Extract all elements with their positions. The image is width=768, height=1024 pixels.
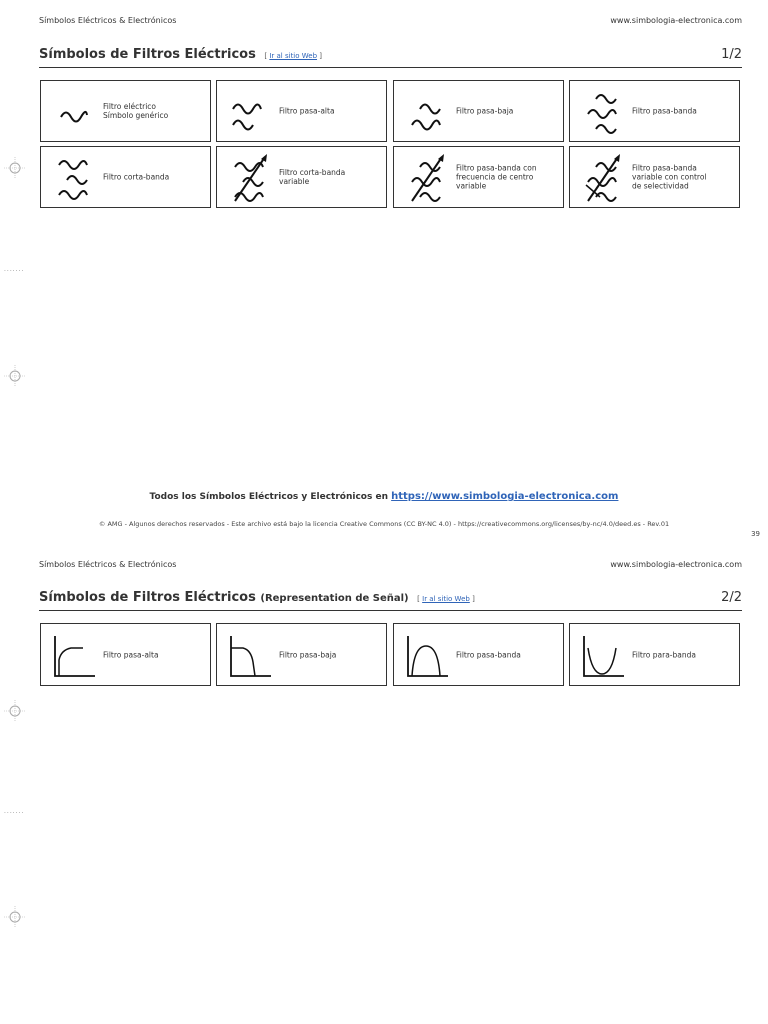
registration-mark-icon xyxy=(4,700,26,722)
page1-header-left: Símbolos Eléctricos & Electrónicos xyxy=(39,16,177,25)
registration-mark-icon xyxy=(4,365,26,387)
page1-title-row xyxy=(39,47,742,68)
response-label: Filtro pasa-baja xyxy=(279,650,337,659)
symbol-cell xyxy=(569,146,740,208)
page2-title-text: Símbolos de Filtros Eléctricos xyxy=(39,590,256,605)
symbol-label: Filtro pasa-banda con frecuencia de centro variable xyxy=(456,163,537,191)
page2-subtitle: (Representation de Señal) xyxy=(260,593,409,604)
page1-title-text: Símbolos de Filtros Eléctricos xyxy=(39,47,256,62)
page2-pager: 2/2 xyxy=(721,590,742,605)
response-cell xyxy=(569,623,740,686)
symbol-label: Filtro pasa-banda xyxy=(632,106,697,116)
response-label: Filtro para-banda xyxy=(632,650,696,659)
footer-text: Todos los Símbolos Eléctricos y Electrónicos en xyxy=(149,492,388,502)
generic-filter-icon xyxy=(49,87,99,137)
page2-website-link[interactable]: Ir al sitio Web xyxy=(422,595,470,603)
page2-link-close: ] xyxy=(472,595,475,603)
response-label: Filtro pasa-banda xyxy=(456,650,521,659)
symbol-cell xyxy=(393,146,564,208)
page1-website-link-wrap xyxy=(264,52,322,60)
page1-footer xyxy=(0,491,768,502)
high-pass-filter-icon xyxy=(225,87,275,137)
page1-title xyxy=(39,47,322,62)
symbol-label: Filtro pasa-banda variable con control de selectividad xyxy=(632,163,707,191)
variable-band-stop-filter-icon xyxy=(225,153,275,203)
low-pass-response-icon xyxy=(225,630,275,680)
license-text: © AMG - Algunos derechos reservados - Este archivo está bajo la licencia Creative Commons (CC BY-NC 4.0) - https://creativecommons.org/licenses/by-nc/4.0/deed.es - Rev.01 xyxy=(98,520,670,528)
symbol-label: Filtro corta-banda xyxy=(103,172,170,182)
footer-website-link[interactable]: https://www.simbologia-electronica.com xyxy=(391,491,619,502)
band-pass-response-icon xyxy=(402,630,452,680)
symbol-label: Filtro pasa-baja xyxy=(456,106,514,116)
variable-center-band-pass-filter-icon xyxy=(402,153,452,203)
page2-header-left: Símbolos Eléctricos & Electrónicos xyxy=(39,560,177,569)
fold-dots-icon: ....... xyxy=(4,266,25,273)
registration-mark-icon xyxy=(4,906,26,928)
page2-link-open: [ xyxy=(417,595,420,603)
symbol-cell xyxy=(40,146,211,208)
band-stop-filter-icon xyxy=(49,153,99,203)
page1-website-link[interactable]: Ir al sitio Web xyxy=(269,52,318,60)
page1-header-right: www.simbologia-electronica.com xyxy=(610,16,742,25)
symbol-cell xyxy=(216,146,387,208)
page1-link-close: ] xyxy=(319,52,322,60)
symbol-cell xyxy=(569,80,740,142)
high-pass-response-icon xyxy=(49,630,99,680)
symbol-label: Filtro eléctrico Símbolo genérico xyxy=(103,102,169,120)
page-number: 39 xyxy=(751,530,760,538)
symbol-cell xyxy=(40,80,211,142)
page1-link-open: [ xyxy=(264,52,268,60)
page2-website-link-wrap xyxy=(417,595,475,603)
page1-pager: 1/2 xyxy=(721,47,742,62)
registration-mark-icon xyxy=(4,157,26,179)
symbol-cell xyxy=(393,80,564,142)
low-pass-filter-icon xyxy=(402,87,452,137)
symbol-cell xyxy=(216,80,387,142)
page2-header-right: www.simbologia-electronica.com xyxy=(610,560,742,569)
response-cell xyxy=(393,623,564,686)
symbol-label: Filtro pasa-alta xyxy=(279,106,335,116)
fold-dots-icon: ....... xyxy=(4,808,25,815)
response-cell xyxy=(216,623,387,686)
symbol-label: Filtro corta-banda variable xyxy=(279,168,346,186)
page2-title xyxy=(39,590,475,605)
response-label: Filtro pasa-alta xyxy=(103,650,159,659)
band-stop-response-icon xyxy=(578,630,628,680)
page2-title-row xyxy=(39,590,742,611)
response-cell xyxy=(40,623,211,686)
band-pass-filter-icon xyxy=(578,87,628,137)
variable-selectivity-band-pass-filter-icon xyxy=(578,153,628,203)
